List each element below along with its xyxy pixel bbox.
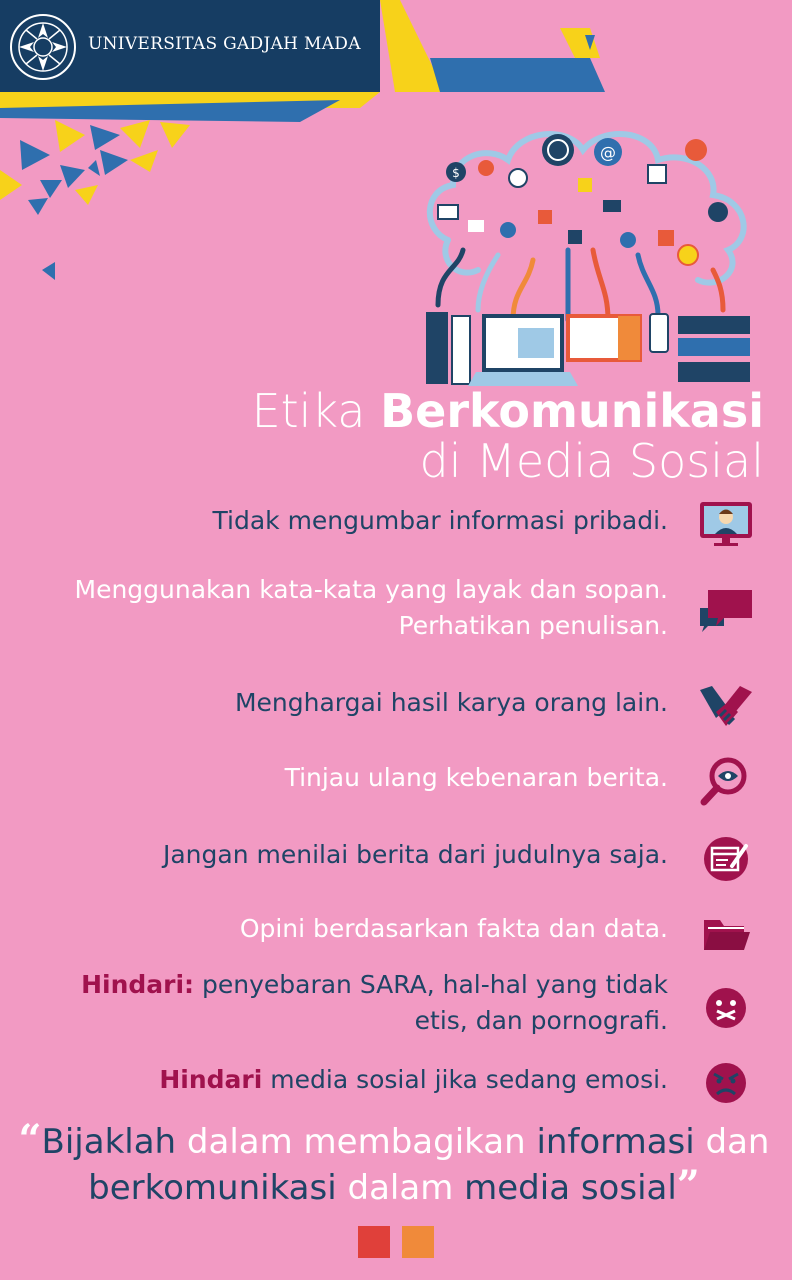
svg-text:@: @ (600, 143, 616, 162)
closing-quote (14, 1118, 774, 1210)
quote-word: media sosial (464, 1168, 677, 1208)
list-item (163, 837, 668, 873)
handshake-icon (698, 682, 754, 732)
item-text: Tidak mengumbar informasi pribadi. (212, 506, 668, 535)
svg-text:$: $ (452, 166, 460, 180)
decorative-square-orange (402, 1226, 434, 1258)
list-item (213, 503, 668, 539)
open-quote-mark: “ (18, 1116, 42, 1163)
list-item (285, 760, 668, 796)
magnifier-eye-icon (698, 756, 754, 806)
title-regular: Etika (251, 384, 381, 438)
angry-face-icon (698, 1058, 754, 1108)
page-title (252, 386, 764, 486)
monitor-person-icon (698, 500, 754, 550)
quote-word: dan (694, 1122, 770, 1162)
list-item (81, 967, 668, 1039)
item-text-line2: etis, dan pornografi. (414, 1006, 668, 1035)
title-bold: Berkomunikasi (380, 384, 764, 438)
quote-word: berkomunikasi (88, 1168, 337, 1208)
quote-word: informasi (536, 1122, 695, 1162)
item-text-line2: Perhatikan penulisan. (398, 611, 668, 640)
quote-word: dalam (336, 1168, 465, 1208)
list-item (75, 572, 668, 644)
quote-word: Bijaklah (41, 1122, 177, 1162)
item-prefix: Hindari: (81, 970, 195, 999)
no-speak-face-icon (698, 983, 754, 1033)
decorative-square-red (358, 1226, 390, 1258)
item-text: Menghargai hasil karya orang lain. (234, 688, 668, 717)
folder-icon (698, 910, 754, 960)
title-line2: di Media Sosial (419, 434, 764, 488)
item-prefix: Hindari (159, 1065, 263, 1094)
item-text: Opini berdasarkan fakta dan data. (239, 914, 668, 943)
list-item (159, 1062, 668, 1098)
item-text: penyebaran SARA, hal-hal yang tidak (194, 970, 668, 999)
quote-word: dalam membagikan (176, 1122, 537, 1162)
item-text: Jangan menilai berita dari judulnya saja. (162, 840, 668, 869)
social-network-cloud-illustration (418, 120, 763, 390)
list-item (235, 685, 668, 721)
item-text: media sosial jika sedang emosi. (262, 1065, 668, 1094)
chat-bubbles-icon (698, 586, 754, 636)
item-text: Tinjau ulang kebenaran berita. (284, 763, 668, 792)
item-text: Menggunakan kata-kata yang layak dan sopan. (74, 575, 668, 604)
university-name: UNIVERSITAS GADJAH MADA (88, 34, 361, 54)
list-item (240, 911, 668, 947)
university-logo-icon (8, 12, 78, 82)
news-edit-icon (698, 834, 754, 884)
close-quote-mark: ” (676, 1162, 700, 1209)
